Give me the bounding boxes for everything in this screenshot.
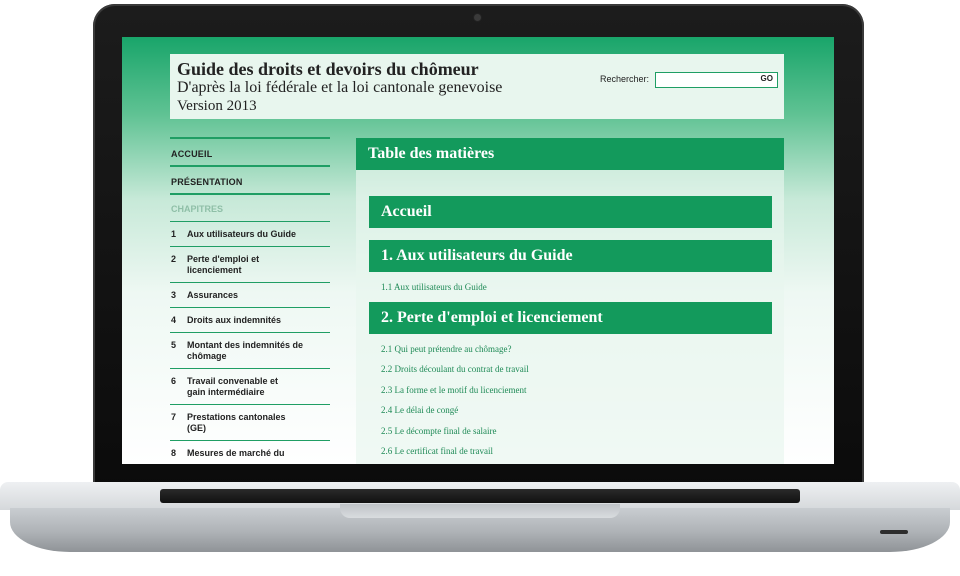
section-1[interactable]: 1. Aux utilisateurs du Guide <box>369 240 772 272</box>
section-2[interactable]: 2. Perte d'emploi et licenciement <box>369 302 772 334</box>
chapter-number: 8 <box>171 448 177 458</box>
sidebar-chapter-5[interactable] <box>170 332 330 368</box>
sidebar-chapter-6[interactable] <box>170 368 330 404</box>
chapter-label: Assurances <box>187 290 239 300</box>
chapter-label: Aux utilisateurs du Guide <box>187 229 297 239</box>
search-label: Rechercher: <box>600 74 650 84</box>
laptop-screen <box>122 37 834 464</box>
toc-link-2-3[interactable]: 2.3 La forme et le motif du licenciement <box>381 385 527 395</box>
toc-link-2-6[interactable]: 2.6 Le certificat final de travail <box>381 446 493 456</box>
chapter-label: Montant des indemnités de chômage <box>187 340 304 361</box>
toc-link-1-1[interactable]: 1.1 Aux utilisateurs du Guide <box>381 282 487 292</box>
toc-link-2-4[interactable]: 2.4 Le délai de congé <box>381 405 459 415</box>
site-header <box>170 54 784 119</box>
table-of-contents <box>356 138 784 464</box>
search-box <box>655 72 778 88</box>
toc-link-2-2[interactable]: 2.2 Droits découlant du contrat de travail <box>381 364 529 374</box>
chapter-number: 3 <box>171 290 177 300</box>
chapter-label: Prestations cantonales (GE) <box>187 412 286 433</box>
site-subtitle: D'après la loi fédérale et la loi cantonale genevoise <box>177 79 503 96</box>
site-version: Version 2013 <box>177 98 257 114</box>
sidebar-chapters-heading: CHAPITRES <box>170 193 330 221</box>
section-accueil[interactable]: Accueil <box>369 196 772 228</box>
sidebar-chapter-2[interactable] <box>170 246 330 282</box>
chapter-number: 1 <box>171 229 177 239</box>
sidebar-item-accueil[interactable]: ACCUEIL <box>170 137 330 165</box>
toc-title: Table des matières <box>356 138 784 170</box>
toc-link-2-5[interactable]: 2.5 Le décompte final de salaire <box>381 426 497 436</box>
chapter-number: 6 <box>171 376 177 386</box>
chapter-label: Travail convenable et gain intermédiaire <box>187 376 279 397</box>
search-input[interactable] <box>656 73 752 87</box>
search-go-button[interactable]: GO <box>760 74 773 83</box>
chapter-label: Droits aux indemnités <box>187 315 282 325</box>
chapter-number: 2 <box>171 254 177 264</box>
chapter-label: Perte d'emploi et licenciement <box>187 254 260 275</box>
webcam-icon <box>474 14 481 21</box>
sidebar-chapter-1[interactable] <box>170 221 330 246</box>
sidebar-nav <box>170 137 330 464</box>
sidebar-chapter-4[interactable] <box>170 307 330 332</box>
sidebar-chapter-3[interactable] <box>170 282 330 307</box>
trackpad-notch <box>340 504 620 518</box>
sidebar-chapter-8[interactable] <box>170 440 330 464</box>
chapter-number: 5 <box>171 340 177 350</box>
chapter-number: 4 <box>171 315 177 325</box>
site-title: Guide des droits et devoirs du chômeur <box>177 59 479 79</box>
toc-link-2-1[interactable]: 2.1 Qui peut prétendre au chômage? <box>381 344 512 354</box>
chapter-number: 7 <box>171 412 177 422</box>
keyboard <box>160 489 800 503</box>
sidebar-item-presentation[interactable]: PRÉSENTATION <box>170 165 330 193</box>
sidebar-chapter-7[interactable] <box>170 404 330 440</box>
status-led <box>880 530 908 534</box>
chapter-label: Mesures de marché du <box>187 448 285 458</box>
